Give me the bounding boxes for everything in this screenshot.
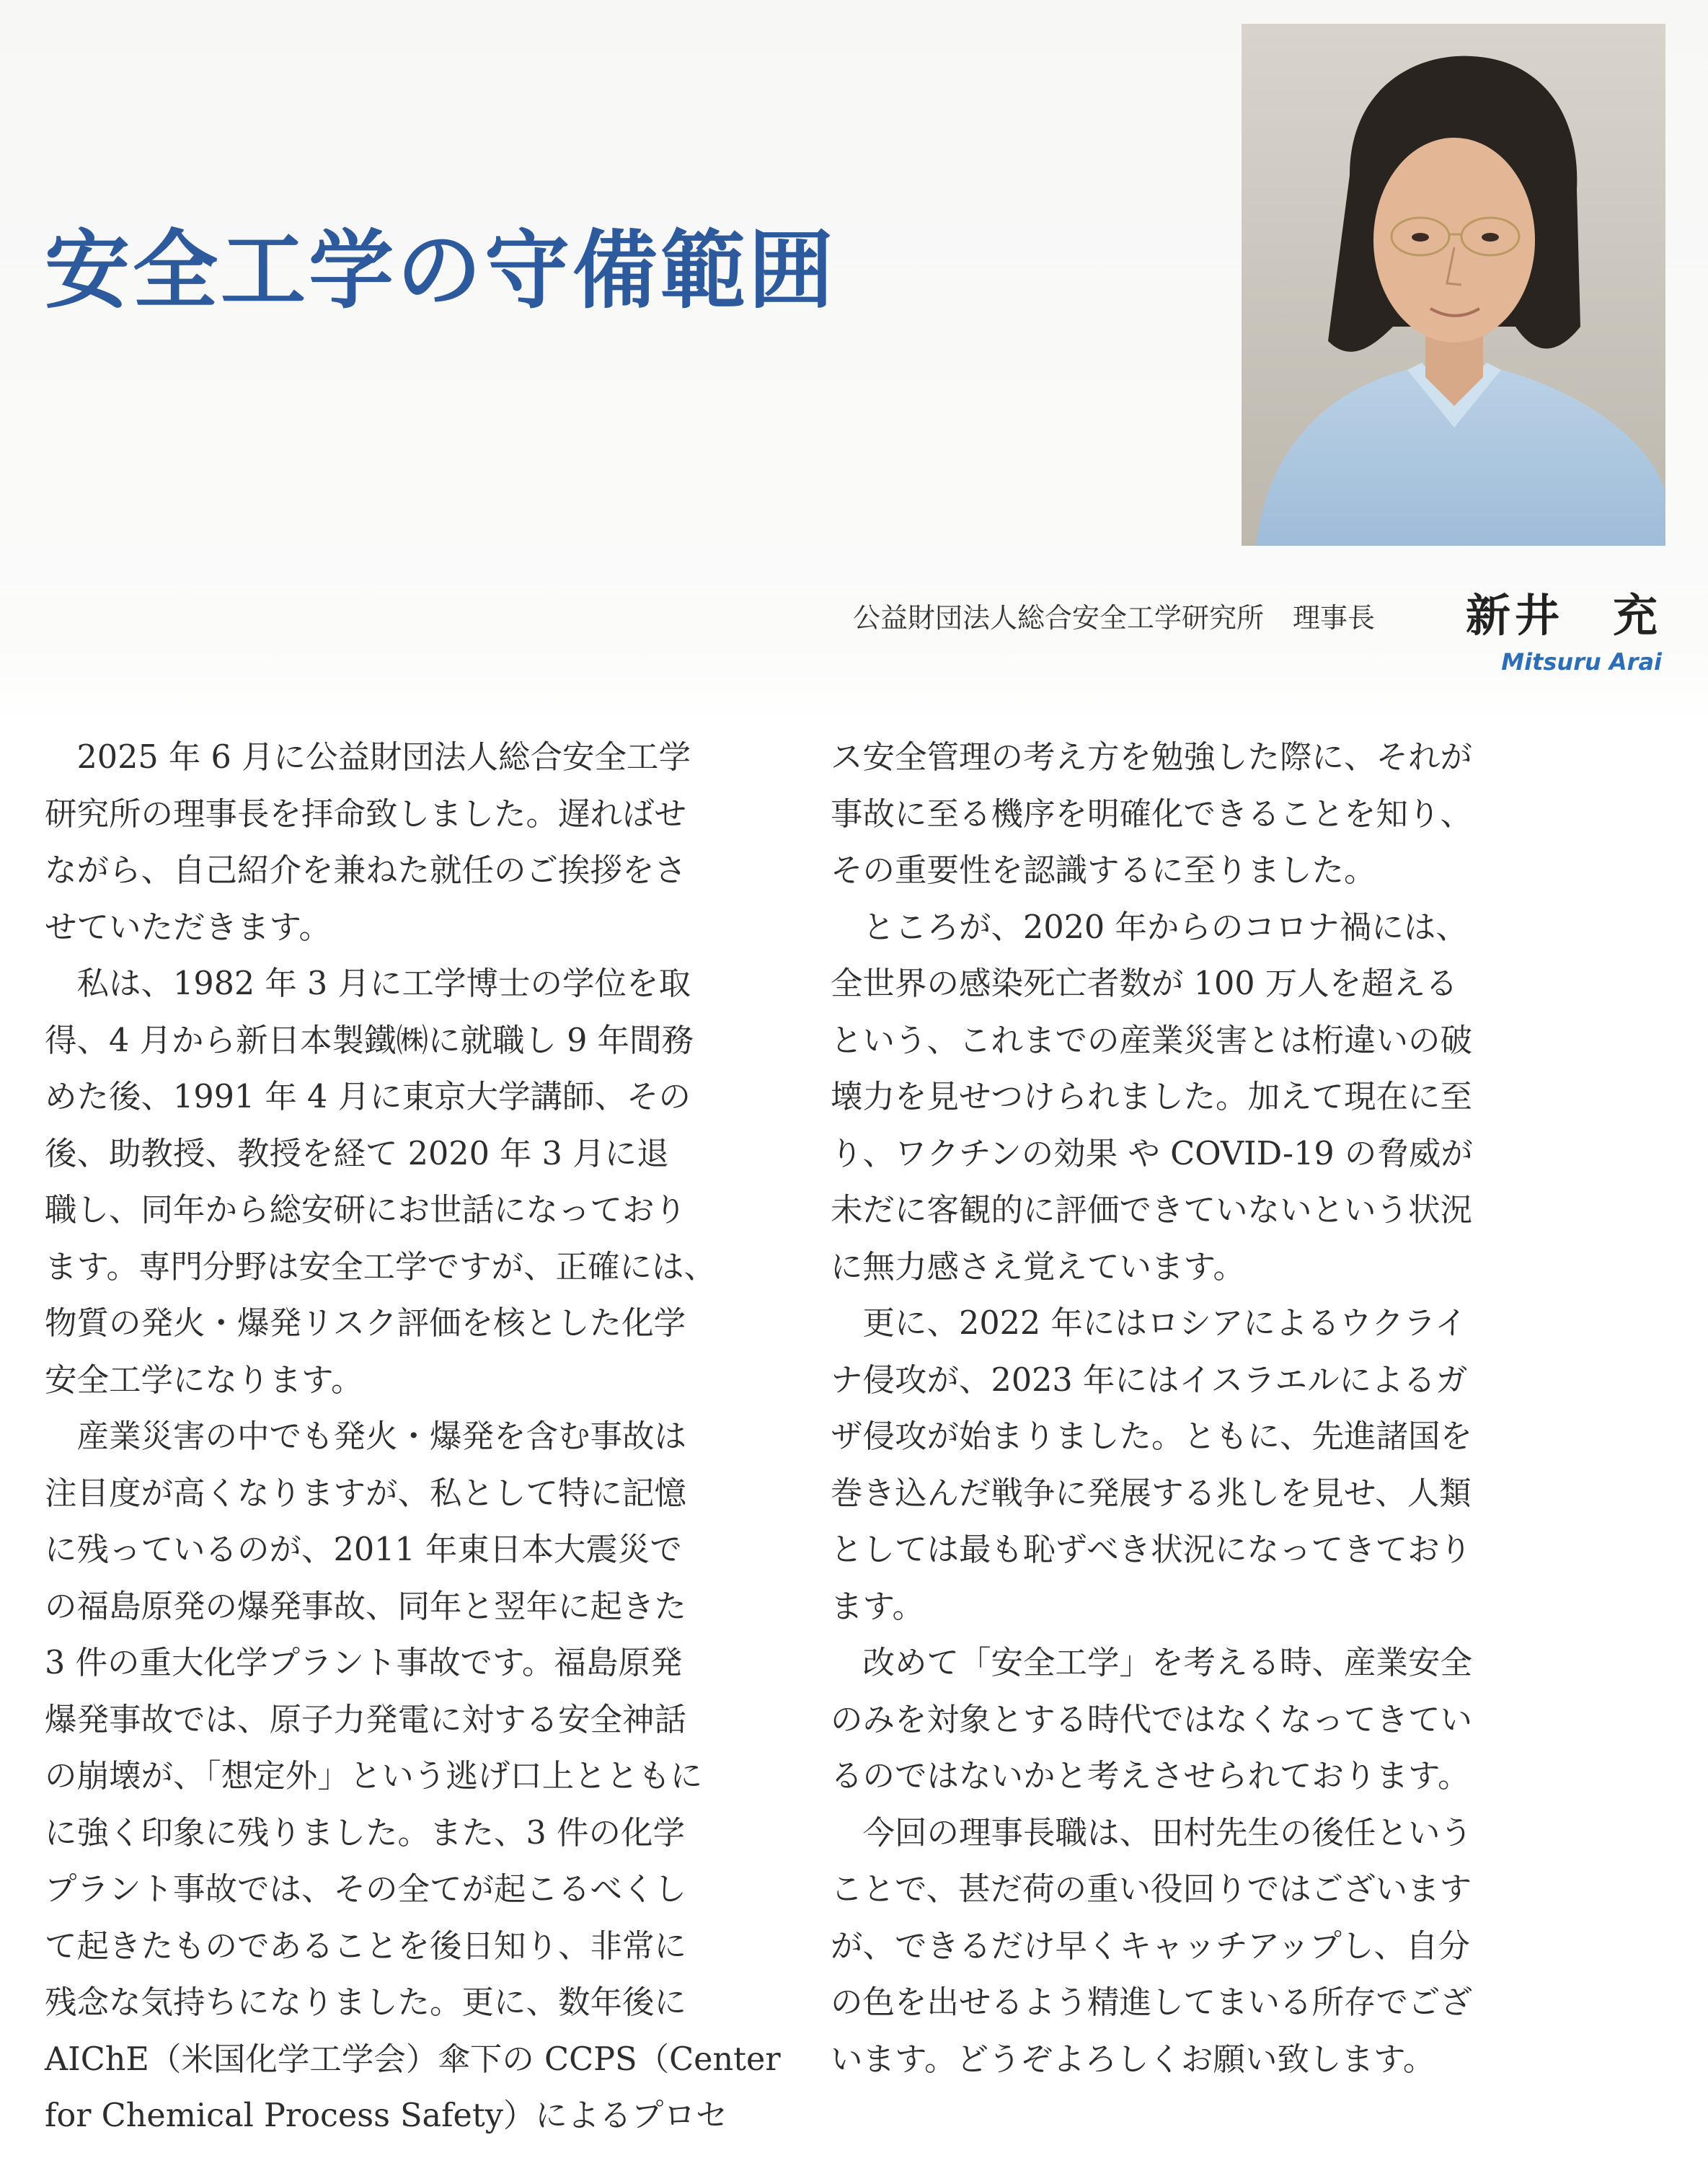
body-column-left: [45, 730, 781, 2145]
text-line: ます。: [831, 1588, 924, 1625]
text-line: り、ワクチンの効果 や COVID-19 の脅威が: [831, 1135, 1473, 1172]
text-line: 3 件の重大化学プラント事故です。福島原発: [45, 1645, 683, 1681]
affiliation-organization: 公益財団法人総合安全工学研究所: [852, 602, 1264, 634]
text-line: に無力感さえ覚えています。: [831, 1248, 1245, 1286]
text-line: 残念な気持ちになりました。更に、数年後に: [45, 1984, 687, 2021]
text-line: ことで、甚だ荷の重い役回りではございます: [831, 1871, 1472, 1908]
text-line: に残っているのが、2011 年東日本大震災で: [45, 1531, 682, 1568]
article-title: 安全工学の守備範囲: [45, 221, 837, 320]
text-line: 今回の理事長職は、田村先生の後任という: [831, 1814, 1473, 1852]
text-line: 2025 年 6 月に公益財団法人総合安全工学: [45, 739, 691, 776]
text-line: ザ侵攻が始まりました。ともに、先進諸国を: [831, 1418, 1473, 1455]
text-line: ス安全管理の考え方を勉強した際に、それが: [831, 739, 1473, 776]
author-name: 新井 充: [1465, 589, 1662, 642]
text-line: 巻き込んだ戦争に発展する兆しを見せ、人類: [831, 1474, 1472, 1512]
text-line: 職し、同年から総安研にお世話になっており: [45, 1192, 687, 1229]
text-line: 事故に至る機序を明確化できることを知り、: [831, 795, 1473, 833]
text-line: 産業災害の中でも発火・爆発を含む事故は: [45, 1418, 687, 1455]
text-line: 得、4 月から新日本製鐵㈱に就職し 9 年間務: [45, 1022, 694, 1059]
text-line: います。どうぞよろしくお願い致します。: [831, 2040, 1435, 2078]
text-line: ナ侵攻が、2023 年にはイスラエルによるガ: [831, 1361, 1468, 1399]
text-line: 安全工学になります。: [45, 1361, 363, 1399]
text-line: めた後、1991 年 4 月に東京大学講師、その: [45, 1079, 691, 1115]
text-line: 更に、2022 年にはロシアによるウクライ: [831, 1305, 1467, 1342]
text-line: ながら、自己紹介を兼ねた就任のご挨拶をさ: [45, 852, 687, 889]
affiliation-role: 理事長: [1292, 602, 1375, 634]
text-line: て起きたものであることを後日知り、非常に: [45, 1927, 687, 1965]
text-line: 未だに客観的に評価できていないという状況: [831, 1192, 1473, 1229]
text-line: という、これまでの産業災害とは桁違いの破: [831, 1022, 1473, 1059]
text-line: るのではないかと考えさせられております。: [831, 1758, 1470, 1795]
text-line: のみを対象とする時代ではなくなってきてい: [831, 1701, 1473, 1738]
text-line: が、できるだけ早くキャッチアップし、自分: [831, 1927, 1470, 1965]
text-line: for Chemical Process Safety）によるプロセ: [45, 2097, 728, 2134]
text-line: の色を出せるよう精進してまいる所存でござ: [831, 1984, 1473, 2021]
author-affiliation: [853, 600, 1375, 636]
text-line: 物質の発火・爆発リスク評価を核とした化学: [45, 1305, 686, 1342]
text-line: 注目度が高くなりますが、私として特に記憶: [45, 1474, 687, 1512]
author-portrait-photo: [1242, 24, 1665, 546]
text-line: の福島原発の爆発事故、同年と翌年に起きた: [45, 1588, 687, 1625]
text-line: としては最も恥ずべき状況になってきており: [831, 1531, 1472, 1568]
author-name-romaji: Mitsuru Arai: [1501, 648, 1662, 676]
text-line: の崩壊が、「想定外」という逃げ口上とともに: [45, 1758, 703, 1795]
text-line: プラント事故では、その全てが起こるべくし: [45, 1871, 687, 1908]
text-line: せていただきます。: [45, 908, 331, 946]
text-line: 爆発事故では、原子力発電に対する安全神話: [45, 1701, 687, 1738]
text-line: ところが、2020 年からのコロナ禍には、: [831, 908, 1468, 946]
text-line: 私は、1982 年 3 月に工学博士の学位を取: [45, 965, 691, 1002]
text-line: 研究所の理事長を拝命致しました。遅ればせ: [45, 795, 687, 833]
text-line: 後、助教授、教授を経て 2020 年 3 月に退: [45, 1135, 669, 1172]
text-line: 全世界の感染死亡者数が 100 万人を超える: [831, 965, 1458, 1002]
text-line: 改めて「安全工学」を考える時、産業安全: [831, 1645, 1473, 1681]
body-column-right: [831, 730, 1523, 2088]
text-line: 壊力を見せつけられました。加えて現在に至: [831, 1079, 1473, 1115]
text-line: に強く印象に残りました。また、3 件の化学: [45, 1814, 685, 1852]
text-line: AIChE（米国化学工学会）傘下の CCPS（Center: [45, 2040, 781, 2078]
text-line: その重要性を認識するに至りました。: [831, 852, 1376, 889]
text-line: ます。専門分野は安全工学ですが、正確には、: [45, 1248, 716, 1286]
